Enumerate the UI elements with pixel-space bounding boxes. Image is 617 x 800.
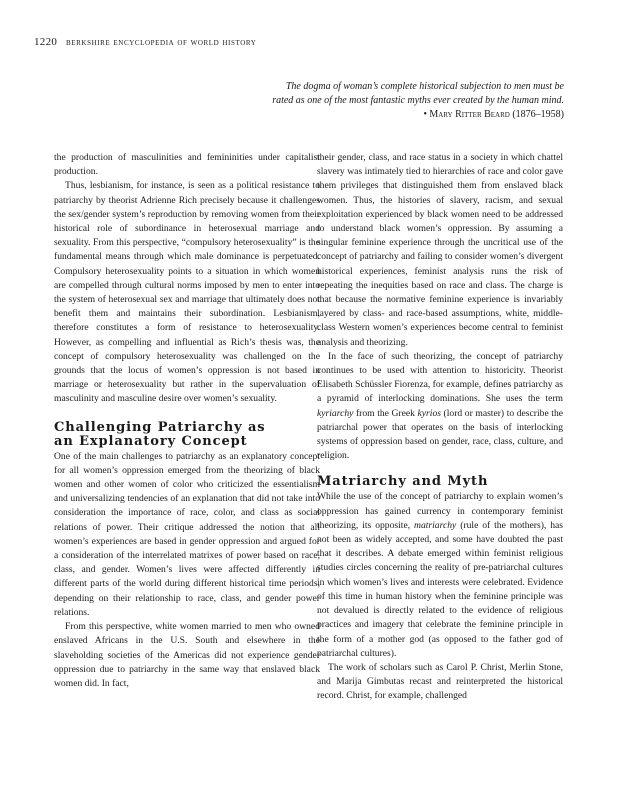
text-run: In the face of such theorizing, the concept of patriarchy continues to be used with attention to historicity. Theorist Elisabeth Schüssler Fiorenza, for example, defines patriarchy as a pyramid of interlocking dominations. She uses the term bbox=[317, 350, 563, 405]
term: kyriarchy bbox=[317, 407, 354, 419]
paragraph: From this perspective, white women married to men who owned enslaved Africans in the U.S. South and elsewhere in the slaveholding societies of the Americas did not experience gender oppression due to patriarchy in the same way that enslaved black women did. In fact, bbox=[54, 621, 320, 689]
paragraph: One of the main challenges to patriarchy as an explanatory concept for all women’s oppression emerged from the theorizing of black women and other women of color who criticized the essentialism and universalizing tendencies of an explanation that did not take into consideration the importance of race, color, and class as social relations of power. Their critique addressed the notion that all women’s experiences are based in gender oppression and argued for a consideration of the interrelated matrixes of power based on race, class, and gender. Women’s lives were affected differently in different parts of the world during different historical time periods, depending on their relationship to race, class, and gender power relations. bbox=[54, 450, 320, 618]
right-column bbox=[317, 151, 563, 704]
text-run: (rule of the mothers), has not been as widely accepted, and some have doubted the past that it describes. A debate emerged within feminist religious studies circles concerning the reality of pre-patriarchal cultures in which women’s lives and interests were celebrated. Evidence of this time in human history when the feminine principle was not devalued is directly related to the evidence of religious practices and imagery that celebrate the feminine principle in the form of a mother god (as opposed to the father god of patriarchal cultures). bbox=[317, 519, 563, 659]
paragraph: Thus, lesbianism, for instance, is seen as a political resistance to patriarchy by theorist Adrienne Rich precisely because it challenges the sex/gender system’s reproduction by removing women from their historical role of subordinance in heterosexual marriage and sexuality. From this perspective, “compulsory heterosexuality” is the fundamental means through which male dominance is perpetuated. Compulsory heterosexuality points to a situation in which women are compelled through cultural norms imposed by men to enter into the system of heterosexual sex and marriage that ultimately does not benefit them and maintains their subordination. Lesbianism, therefore constitutes a form of resistance to heterosexuality. However, as compelling and influential as Rich’s thesis was, the concept of compulsory heterosexuality was challenged on the grounds that the locus of women’s oppression is not based in marriage or heterosexuality but rather in the supervaluation of masculinity and masculine desire over women’s sexuality. bbox=[54, 180, 320, 405]
epigraph-quote: The dogma of woman’s complete historical subjection to men must be rated as one of the most fantastic myths ever created by the human mind. bbox=[272, 81, 564, 106]
paragraph bbox=[317, 490, 563, 660]
text-run: While the use of the concept of patriarchy to explain women’s oppression has gained currency in contemporary feminist theorizing, its opposite, bbox=[317, 491, 563, 531]
text-run: (lord or master) to describe the patriarchal power that operates on the basis of interlocking systems of oppression based on gender, race, class, culture, and religion. bbox=[317, 407, 563, 462]
epigraph-attribution: Mary Ritter Beard (1876–1958) bbox=[429, 109, 564, 120]
section-heading-line: an Explanatory Concept bbox=[54, 433, 248, 449]
left-column bbox=[54, 151, 320, 691]
paragraph bbox=[317, 350, 563, 464]
paragraph: the production of masculinities and femininities under capitalist production. bbox=[54, 152, 320, 178]
paragraph: The work of scholars such as Carol P. Christ, Merlin Stone, and Marija Gimbutas recast and reinterpreted the historical record. Christ, for example, challenged bbox=[317, 661, 563, 702]
epigraph-bullet: • bbox=[423, 109, 427, 120]
section-heading: Matriarchy and Myth bbox=[317, 474, 489, 490]
term: matriarchy bbox=[414, 519, 457, 531]
page-number: 1220 bbox=[34, 36, 58, 48]
running-header bbox=[34, 36, 594, 48]
term: kyrios bbox=[417, 407, 441, 419]
publication-title: berkshire encyclopedia of world history bbox=[66, 37, 257, 48]
section-heading-line: Challenging Patriarchy as bbox=[54, 419, 266, 435]
paragraph: their gender, class, and race status in a society in which chattel slavery was intimately tied to hierarchies of race and color gave them privileges that distinguished them from enslaved black women. Thus, the histories of slavery, racism, and sexual exploitation experienced by black women need to be addressed to understand black women’s oppression. By assuming a singular feminine experience through the uncritical use of the concept of patriarchy and failing to consider women’s divergent historical experiences, feminist analysis runs the risk of repeating the inequities based on race and class. The charge is that because the normative feminine experience is invariably layered by class- and race-based assumptions, white, middle-class Western women’s experiences become central to feminist analysis and theorizing. bbox=[317, 152, 563, 348]
text-run: from the Greek bbox=[353, 407, 418, 419]
section-heading bbox=[54, 421, 320, 449]
epigraph bbox=[270, 80, 564, 122]
